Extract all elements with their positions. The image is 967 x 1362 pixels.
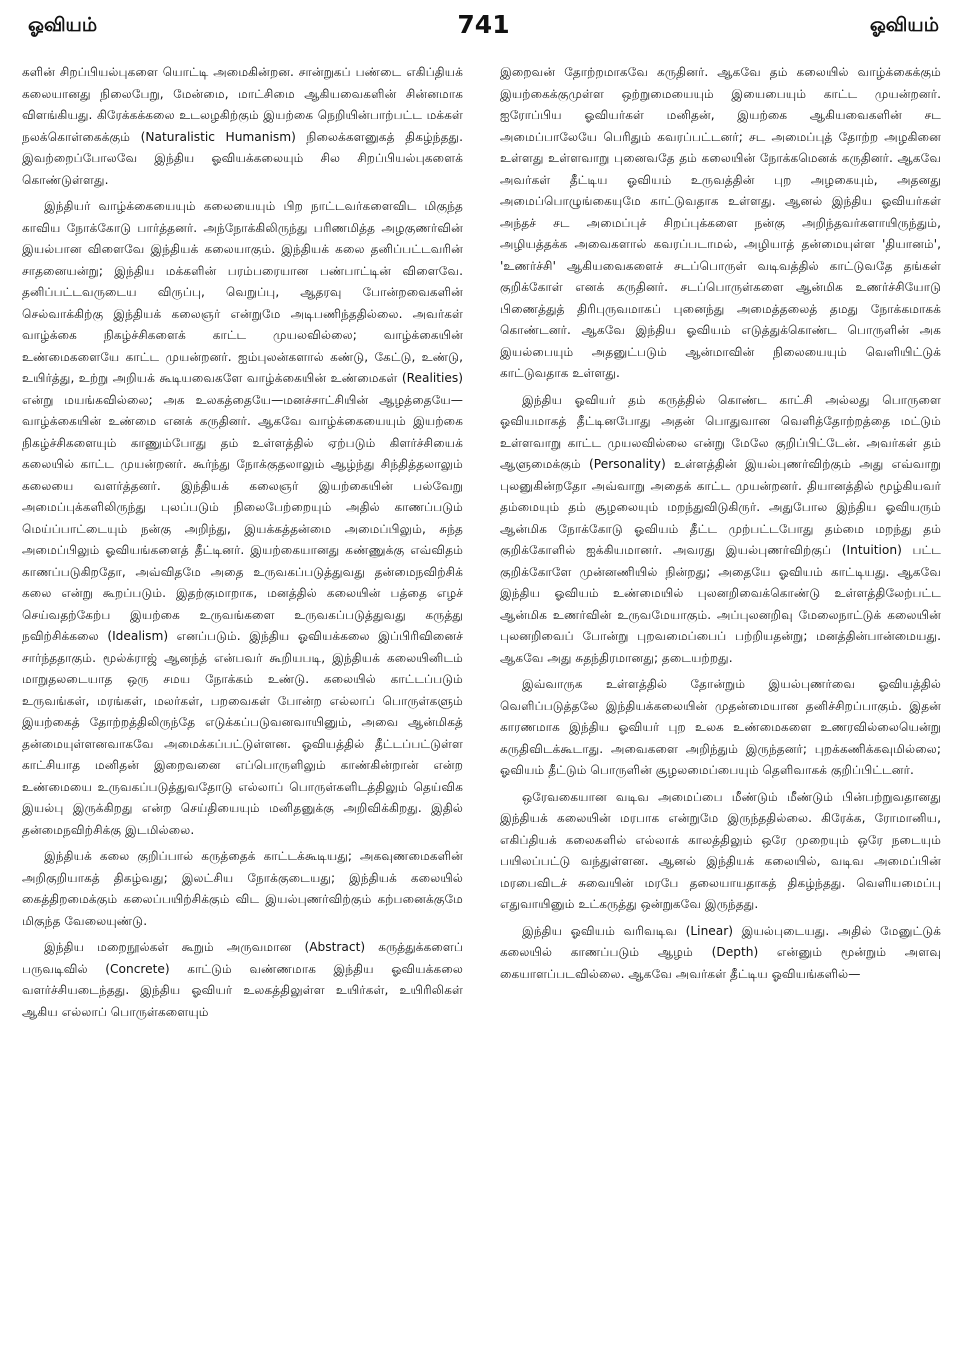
paragraph: இந்திய மறைநூல்கள் கூறும் அருவமான (Abstract) கருத்துக்களைப் பருவடிவில் (Concrete) காட்டும் வண்ணமாக இந்திய ஓவியக்கலை வளர்ச்சியடைந்தது. இந்திய ஓவியர் உலகத்திலுள்ள உயிர்கள், உயிரிலிகள் ஆகிய எல்லாப் பொருள்களையும் <box>22 940 463 1019</box>
paragraph: இந்திய ஓவியர் தம் கருத்தில் கொண்ட காட்சி அல்லது பொருளை ஓவியமாகத் தீட்டினபோது அதன் பொதுவான வெளித்தோற்றத்தை மட்டும் உள்ளவாறு காட்ட முயலவில்லை என்று மேலே குறிப்பிட்டேன். அவர்கள் தம் ஆளுமைக்கும் (Personality) உள்ளத்தின் இயல்புணர்விற்கும் அது எவ்வாறு புலனுகின்றதோ அவ்வாறு அதைக் காட்ட முயன்றனர். தியானத்தில் மூழ்கியவர் தம்மையும் தம் சூழலையும் மறந்துவிடுகிருர். அதுபோல இந்திய ஓவியரும் ஆன்மிக நோக்கோடு ஓவியம் தீட்ட முற்பட்டபோது தம்மை மறந்து தம் குறிக்கோளில் ஐக்கியமானர். அவரது இயல்புணர்விற்குப் (Intuition) பட்ட குறிக்கோளே முன்னணியில் நின்றது; அதையே ஓவியம் காட்டியது. ஆகவே இந்திய ஓவியம் உண்மையில் புலனறிவைக்கொண்டு உள்ளத்திலேற்பட்ட ஆன்மிக உணர்வின் உருவமேயாகும். அப்புலனறிவு மேலைநாட்டுக் கலையின் புலனறிவைப் போன்று புறவமைப்பைப் பற்றியதன்று; மனத்தின்பான்மையது. ஆகவே அது சுதந்திரமானது; தடையற்றது. <box>500 392 941 665</box>
running-head-right: ஓவியம் <box>869 14 939 36</box>
paragraph: இந்தியர் வாழ்க்கையையும் கலையையும் பிற நாட்டவர்களைவிட மிகுந்த காவிய நோக்கோடு பார்த்தனர். அந்நோக்கிலிருந்து பரிணமித்த அழகுணர்வின் இயல்பான விளைவே இந்தியக் கலையாகும். இந்தியக் கலை தனிப்பட்டவரின் சாதனையன்று; இந்திய மக்களின் பரம்பரையான பண்பாட்டின் விளைவே. தனிப்பட்டவருடைய விருப்பு, வெறுப்பு, ஆதரவு போன்றவைகளின் செல்வாக்கிற்கு இந்தியக் கலைஞர் என்றுமே அடிபணிந்ததில்லை. அவர்கள் வாழ்க்கை நிகழ்ச்சிகளைக் காட்ட முயலவில்லை; வாழ்க்கையின் உண்மைகளையே காட்ட முயன்றனர். ஐம்புலன்களால் கண்டு, கேட்டு, உண்டு, உயிர்த்து, உற்று அறியக் கூடியவைகளே வாழ்க்கையின் உண்மைகள் (Realities) என்று மயங்கவில்லை; அக உலகத்தையே—மனச்சாட்சியின் ஆழத்தையே—வாழ்க்கையின் உண்மை எனக் கருதினர். ஆகவே வாழ்க்கையையும் இயற்கை நிகழ்ச்சிகளையும் காணும்போது தம் உள்ளத்தில் ஏற்படும் கிளர்ச்சியைக் கலையில் காட்ட முயன்றனர். கூர்ந்து நோக்குதலாலும் ஆழ்ந்து சிந்தித்தலாலும் கலையை வளர்த்தனர். இந்தியக் கலைஞர் இயற்கையின் பல்வேறு அமைப்புக்களிலிருந்து புலப்படும் நிலைபேற்றையும் அதில் காணப்படும் மெய்ப்பாட்டையும் நன்கு அறிந்து, இயக்கத்தன்மை அமைப்பிலும், சுந்த அமைப்பிலும் ஓவியங்களைத் தீட்டினர். இயற்கையானது கண்ணுக்கு எவ்விதம் காணப்படுகிறதோ, அவ்விதமே அதை உருவகப்படுத்துவது தன்மைநவிற்சிக் கலை என்று கூறப்படும். இதற்குமாறாக, மனத்தில் கலையின் பத்தை எழச் செய்வதற்கேற்ப இயற்கை உருவங்களை உருவகப்படுத்துவது கருத்து நவிற்சிக்கலை (Idealism) எனப்படும். இந்திய ஓவியக்கலை இப்பிரிவினைச் சார்ந்ததாகும். மூல்க்ராஜ் ஆனந்த் என்பவர் கூறியபடி, இந்தியக் கலையினிடம் மாறுதலடையாத ஒரு சமய நோக்கம் உண்டு. கலையில் காட்டப்படும் உருவங்கள், மரங்கள், மலர்கள், பறவைகள் போன்ற எல்லாப் பொருள்களும் இயற்கைத் தோற்றத்திலிருந்தே எடுக்கப்படுவனவாயினும், அவை ஆன்மிகத் தன்மையுள்ளனவாகவே அமைக்கப்பட்டுள்ளன. ஓவியத்தில் தீட்டப்பட்டுள்ள காட்சியாத மனிதன் இறைவனை எப்பொருளிலும் காண்கின்றான் என்ற உண்மையை உருவகப்படுத்துவதோடு எல்லாப் பொருள்களிடத்திலும் தெய்விக இயல்பு இருக்கிறது என்ற செய்தியையும் மனிதனுக்கு அறிவிக்கிறது. இதில் தன்மைநவிற்சிக்கு இடமில்லை. <box>22 199 463 837</box>
page-header <box>28 10 939 44</box>
page-number: 741 <box>457 10 510 39</box>
paragraph: ஒரேவகையான வடிவ அமைப்பை மீண்டும் மீண்டும் பின்பற்றுவதானது இந்தியக் கலையின் மரபாக என்றுமே இருந்ததில்லை. கிரேக்க, ரோமானிய, எகிப்தியக் கலைகளில் எல்லாக் காலத்திலும் ஒரே முறையும் ஒரே நடையும் பயிலப்பட்டு வந்துள்ளன. ஆனல் இந்தியக் கலையில், வடிவ அமைப்பின் மரபைவிடச் சுவையின் மரபே தலையாயதாகத் திகழ்ந்தது. வெளியமைப்பு எதுவாயினும் உட்கருத்து ஒன்றுகவே இருந்தது. <box>500 789 941 911</box>
left-column <box>22 62 463 1352</box>
paragraph: களின் சிறப்பியல்புகளை யொட்டி அமைகின்றன. சான்றுகப் பண்டை எகிப்தியக் கலையானது நிலைபேறு, மேன்மை, மாட்சிமை ஆகியவைகளின் சின்னமாக விளங்கியது. கிரேக்கக்கலை உடலழகிற்கும் இயற்கை நெறியின்பாற்பட்ட மக்கள் நலக்கொள்கைக்கும் (Naturalistic Humanism) நிலைக்களனுகத் திகழ்ந்தது. இவற்றைப்போலவே இந்திய ஓவியக்கலையும் சில சிறப்பியல்புகளைக் கொண்டுள்ளது. <box>22 65 463 187</box>
right-column <box>500 62 941 1352</box>
paragraph: இந்தியக் கலை குறிப்பால் கருத்தைக் காட்டக்கூடியது; அகவுணமைகளின் அறிகுறியாகத் திகழ்வது; இலட்சிய நோக்குடையது; இந்தியக் கலையில் கைத்திறமைக்கும் கலைப்பயிற்சிக்கும் விட இயல்புணர்விற்கும் கற்பனைக்குமே மிகுந்த வேலையுண்டு. <box>22 849 463 928</box>
paragraph: இந்திய ஓவியம் வரிவடிவ (Linear) இயல்புடையது. அதில் மேனுட்டுக் கலையில் காணப்படும் ஆழம் (Depth) என்னும் மூன்றும் அளவு கையாளப்படவில்லை. ஆகவே அவர்கள் தீட்டிய ஓவியங்களில்— <box>500 923 941 981</box>
paragraph: இறைவன் தோற்றமாகவே கருதினர். ஆகவே தம் கலையில் வாழ்க்கைக்கும் இயற்கைக்குமுள்ள ஒற்றுமையையும் இயைபையும் காட்ட முயன்றனர். ஐரோப்பிய ஓவியர்கள் மனிதன், இயற்கை ஆகியவைகளின் சட அமைப்பாலேயே பெரிதும் கவரப்பட்டனர்; சட அமைப்புத் தோற்ற அழகினை உள்ளது உள்ளவாறு புனைவதே தம் கலையின் நோக்கமெனக் கருதினர். ஆகவே அவர்கள் தீட்டிய ஓவியம் உருவத்தின் புற அழகையும், அதனது அமைப்பொழுங்கையுமே காட்டுவதாக உள்ளது. ஆனல் இந்திய ஓவியர்கள் அந்தச் சட அமைப்புச் சிறப்புக்களை நன்கு அறிந்தவர்களாயிருந்தும், அழியத்தக்க அவைகளால் கவரப்படாமல், அழியாத் தன்மையுள்ள 'தியானம்', 'உணர்ச்சி' ஆகியவைகளைச் சடப்பொருள் வடிவத்தில் காட்டுவதே தங்கள் குறிக்கோள் எனக் கருதினர். சடப்பொருள்களை ஆன்மிக உணர்ச்சியோடு பிணைத்துத் திரிபுருவமாகப் புனைந்து அமைத்தலைத் தமது நோக்கமாகக் கொண்டனர். ஆகவே இந்திய ஓவியம் எடுத்துக்கொண்ட பொருளின் அக இயல்பையும் அதனுட்படும் ஆன்மாவின் நிலையையும் வெளியிட்டுக் காட்டுவதாக உள்ளது. <box>500 65 941 380</box>
running-head-left: ஓவியம் <box>28 14 98 36</box>
paragraph: இவ்வாருக உள்ளத்தில் தோன்றும் இயல்புணர்வை ஓவியத்தில் வெளிப்படுத்தலே இந்தியக்கலையின் முதன்மையான தனிச்சிறப்பாகும். இதன் காரணமாக இந்திய ஓவியர் புற உலக உண்மைகளை உணரவில்லையென்று கருதிவிடக்கூடாது. அவைகளை அறிந்தும் இருந்தனர்; புறக்கணிக்கவுமில்லை; ஓவியம் தீட்டும் பொருளின் சூழலமைப்பையும் தெளிவாகக் குறிப்பிட்டனர். <box>500 677 941 777</box>
